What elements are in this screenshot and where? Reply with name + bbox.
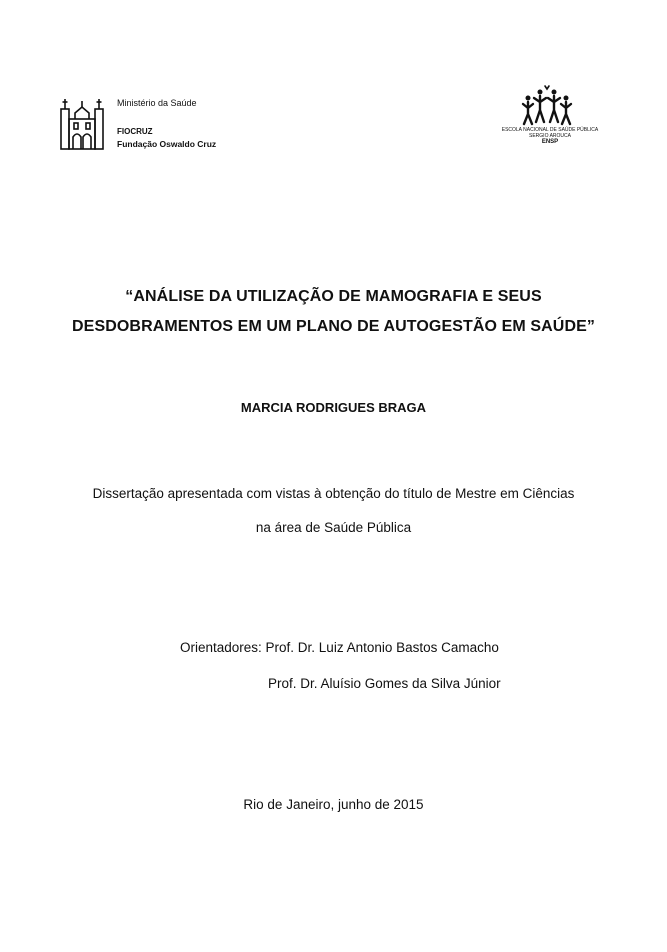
fiocruz-name: Fundação Oswaldo Cruz — [117, 139, 217, 149]
ensp-school-name: ESCOLA NACIONAL DE SAÚDE PÚBLICA — [501, 127, 599, 133]
place-date: Rio de Janeiro, junho de 2015 — [243, 797, 424, 812]
fiocruz-abbrev: FIOCRUZ — [117, 127, 153, 136]
ensp-acronym: ENSP — [541, 139, 559, 145]
dissertation-statement-line-1: Dissertação apresentada com vistas à obtenção do título de Mestre em Ciências — [92, 486, 575, 501]
ministry-label: Ministério da Saúde — [117, 98, 197, 108]
advisor-line-1: Orientadores: Prof. Dr. Luiz Antonio Bastos Camacho — [180, 640, 499, 655]
author-name: MARCIA RODRIGUES BRAGA — [240, 400, 427, 415]
fiocruz-castle-icon — [58, 95, 106, 151]
thesis-title-line-2: DESDOBRAMENTOS EM UM PLANO DE AUTOGESTÃO EM SAÚDE” — [72, 318, 595, 335]
dissertation-statement-line-2: na área de Saúde Pública — [255, 520, 412, 535]
ensp-figures-icon — [521, 84, 573, 126]
thesis-title-line-1: “ANÁLISE DA UTILIZAÇÃO DE MAMOGRAFIA E SEUS — [125, 288, 542, 305]
ensp-school-subname: SERGIO AROUCA — [529, 133, 571, 139]
advisor-line-2: Prof. Dr. Aluísio Gomes da Silva Júnior — [268, 676, 501, 691]
